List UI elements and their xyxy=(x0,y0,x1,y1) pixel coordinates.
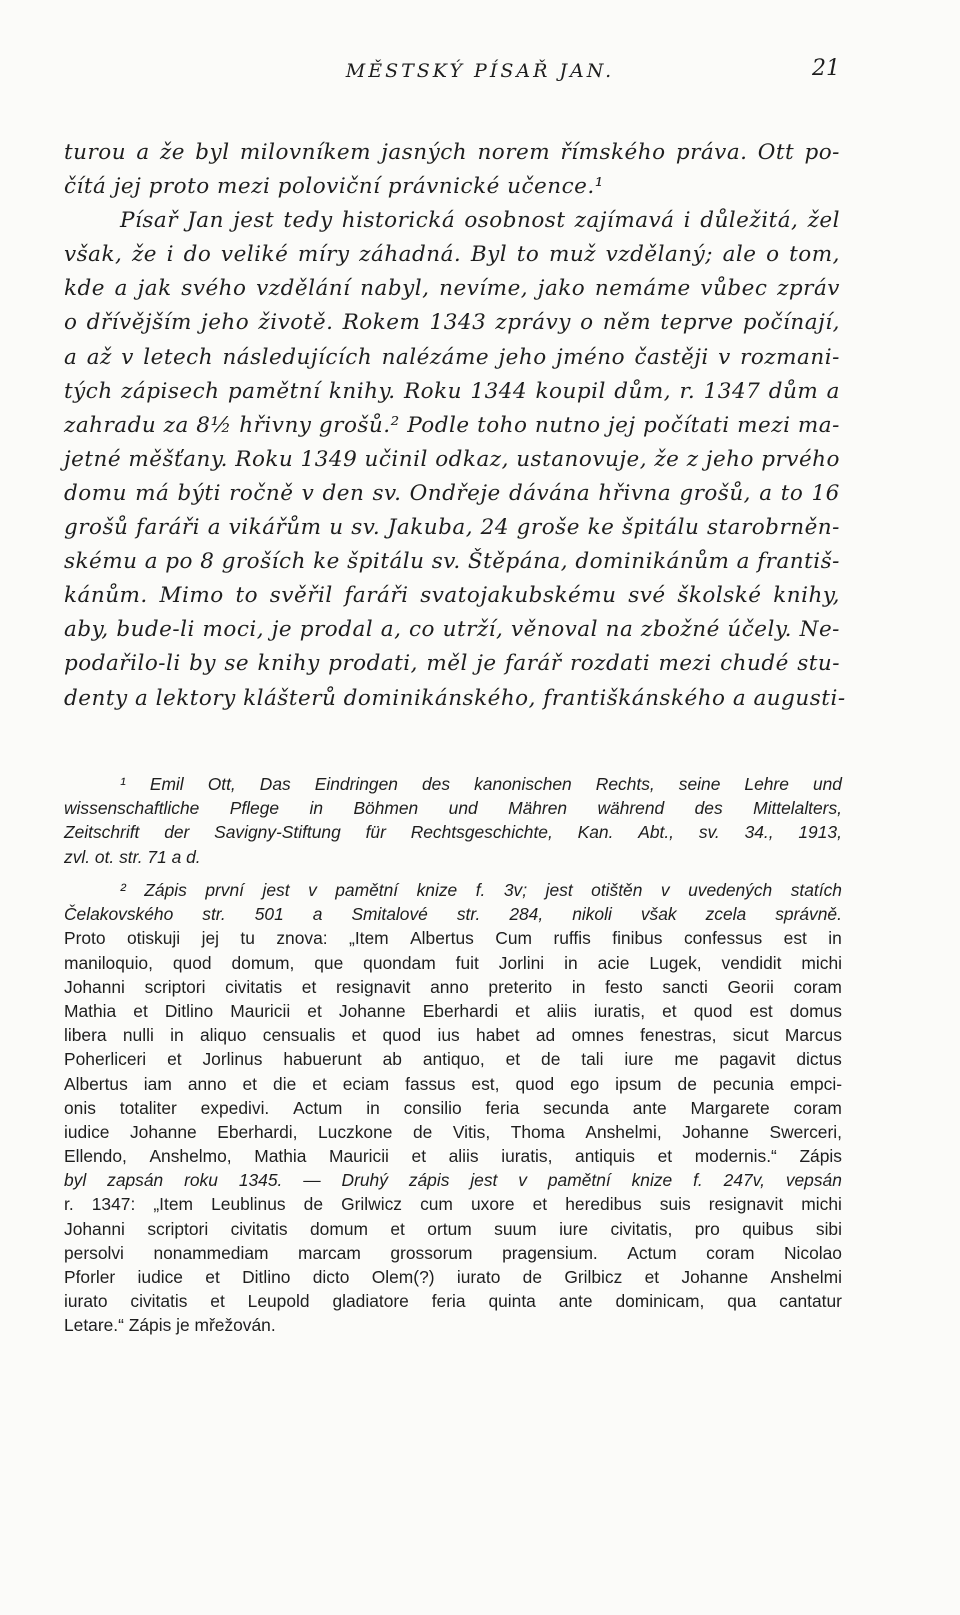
main-text xyxy=(64,136,846,716)
footnote-line: ¹ Emil Ott, Das Eindringen des kanonischen Rechts, seine Lehre und xyxy=(120,774,842,794)
running-head: MĚSTSKÝ PÍSAŘ JAN. xyxy=(345,60,615,82)
footnote-line: iudice Johanne Eberhardi, Luczkone de Vitis, Thoma Anshelmi, Johanne Swerceri, xyxy=(64,1121,842,1142)
footnote-line: Letare.“ Zápis je mřežován. xyxy=(64,1315,276,1336)
footnote-line: wissenschaftliche Pflege in Böhmen und Mähren während des Mittelalters, xyxy=(64,798,842,819)
footnote-line: onis totaliter expedivi. Actum in consilio feria secunda ante Margarete coram xyxy=(64,1097,842,1118)
main-text-line: denty a lektory klášterů dominikánského, františkánského a augusti- xyxy=(64,685,846,711)
main-text-line: domu má býti ročně v den sv. Ondřeje dávána hřivna grošů, a to 16 xyxy=(64,480,840,506)
page-number: 21 xyxy=(812,56,840,81)
main-text-line: skému a po 8 groších ke špitálu sv. Štěpána, dominikánům a františ- xyxy=(64,549,840,575)
main-text-line: tých zápisech pamětní knihy. Roku 1344 koupil dům, r. 1347 dům a xyxy=(64,378,840,404)
main-text-line: a až v letech následujících nalézáme jeho jméno častěji v rozmani- xyxy=(64,344,840,370)
footnote-line: maniloquio, quod domum, que quondam fuit Jorlini in acie Lugek, vendidit michi xyxy=(64,952,842,973)
footnote-line: Ellendo, Anshelmo, Mathia Mauricii et aliis iuratis, antiquis et modernis.“ Zápis xyxy=(64,1146,842,1167)
main-text-line: kánům. Mimo to svěřil faráři svatojakubskému své školské knihy, xyxy=(64,583,840,609)
footnote-line: Albertus iam anno et die et eciam fassus est, quod ego ipsum de pecunia empci- xyxy=(64,1073,842,1094)
footnote-line: Proto otiskuji jej tu znova: „Item Albertus Cum ruffis finibus confessus est in xyxy=(64,928,842,949)
main-text-line: turou a že byl milovníkem jasných norem římského práva. Ott po- xyxy=(64,140,840,165)
footnote-line: byl zapsán roku 1345. — Druhý zápis jest v pamětní knize f. 247v, vepsán xyxy=(64,1170,842,1191)
footnote-line: Johanni scriptori civitatis et resignavit anno preterito in festo sancti Georii coram xyxy=(64,976,842,997)
main-text-line: Písař Jan jest tedy historická osobnost zajímavá i důležitá, žel xyxy=(120,208,840,234)
main-text-line: kde a jak svého vzdělání nabyl, nevíme, jako nemáme vůbec zpráv xyxy=(64,276,840,302)
footnote-line: r. 1347: „Item Leublinus de Grilwicz cum uxore et heredibus suis resignavit michi xyxy=(64,1194,842,1215)
footnote-line: iurato civitatis et Leupold gladiatore feria quinta ante dominicam, qua cantatur xyxy=(64,1291,842,1312)
footnote-line: ² Zápis první jest v pamětní knize f. 3v; jest otištěn v uvedených statích xyxy=(120,880,842,900)
main-text-line: grošů faráři a vikářům u sv. Jakuba, 24 groše ke špitálu starobrněn- xyxy=(64,515,840,541)
footnote-line: zvl. ot. str. 71 a d. xyxy=(64,846,201,867)
main-text-line: zahradu za 8½ hřivny grošů.² Podle toho nutno jej počítati mezi ma- xyxy=(64,412,840,438)
footnote-line: Poherliceri et Jorlinus habuerunt ab antiquo, et de tali iure me pagavit dictus xyxy=(64,1049,842,1070)
main-text-line: čítá jej proto mezi poloviční právnické učence.¹ xyxy=(64,174,604,200)
footnote-line: persolvi nonammediam marcam grossorum pragensium. Actum coram Nicolao xyxy=(64,1242,842,1263)
main-text-line: však, že i do veliké míry záhadná. Byl to muž vzdělaný; ale o tom, xyxy=(64,242,840,268)
footnote-line: Pforler iudice et Ditlino dicto Olem(?) iurato de Grilbicz et Johanne Anshelmi xyxy=(64,1267,842,1287)
footnote-line: Zeitschrift der Savigny-Stiftung für Rechtsgeschichte, Kan. Abt., sv. 34., 1913, xyxy=(64,822,842,843)
footnote-1 xyxy=(64,772,842,869)
footnote-line: Mathia et Ditlino Mauricii et Johanne Eberhardi et aliis iuratis, et quod est domus xyxy=(64,1000,842,1021)
main-text-line: o dřívějším jeho životě. Rokem 1343 zprávy o něm teprve počínají, xyxy=(64,310,840,336)
footnote-line: Čelakovského str. 501 a Smitalové str. 284, nikoli však zcela správně. xyxy=(64,904,842,925)
footnote-line: libera nulli in aliquo censualis et quod ius habet ad omnes fenestras, sicut Marcus xyxy=(64,1025,842,1046)
main-text-line: jetné měšťany. Roku 1349 učinil odkaz, ustanovuje, že z jeho prvého xyxy=(64,446,840,472)
main-text-line: podařilo-li by se knihy prodati, měl je farář rozdati mezi chudé stu- xyxy=(64,651,840,677)
footnote-line: Johanni scriptori civitatis domum et ortum suum iure civitatis, pro quibus sibi xyxy=(64,1218,842,1239)
footnote-2 xyxy=(64,878,842,1338)
main-text-line: aby, bude-li moci, je prodal a, co utrží, věnoval na zbožné účely. Ne- xyxy=(64,617,840,643)
